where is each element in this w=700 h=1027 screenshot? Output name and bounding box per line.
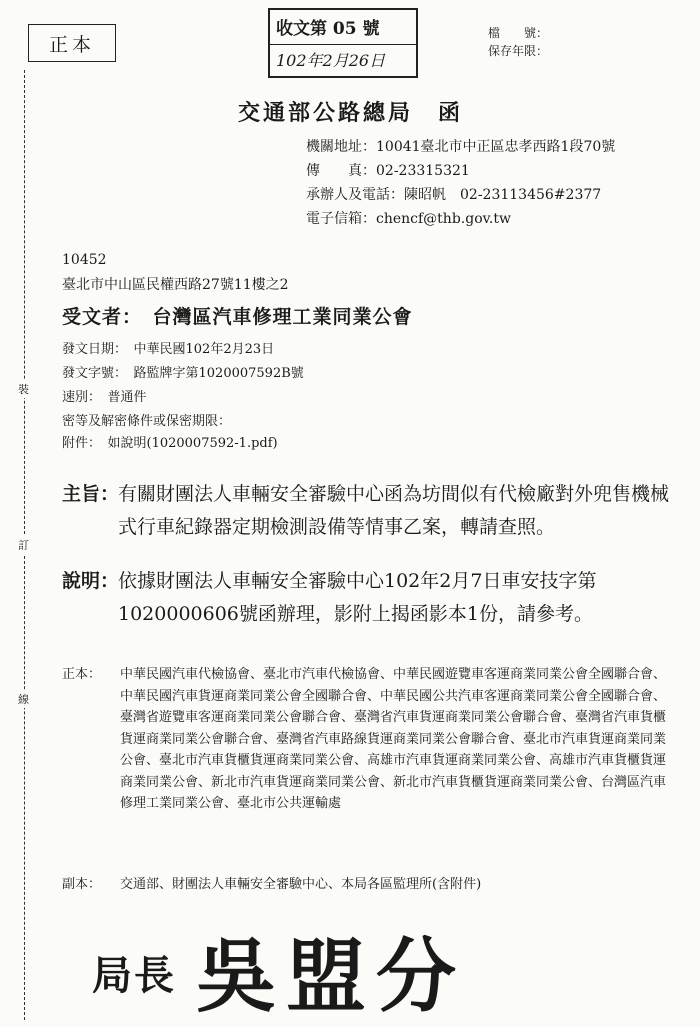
agency-email: 電子信箱：chencf@thb.gov.tw <box>306 211 511 227</box>
copy-type-box: 正本 <box>28 24 116 62</box>
signature-title: 局長 <box>92 952 176 999</box>
document-title: 交通部公路總局 函 <box>238 100 464 126</box>
recipient-address: 臺北市中山區民權西路27號11樓之2 <box>62 277 289 293</box>
recipient: 受文者： 台灣區汽車修理工業同業公會 <box>62 306 413 328</box>
postal-code: 10452 <box>62 252 107 268</box>
copies-section <box>62 874 682 898</box>
issue-date: 發文日期： 中華民國102年2月23日 <box>62 342 275 357</box>
agency-fax: 傳 真：02-23315321 <box>306 163 470 179</box>
original-recipients-label: 正本： <box>62 667 102 682</box>
margin-mark-order: 訂 <box>18 536 29 554</box>
attachment: 附件： 如說明(1020007592-1.pdf) <box>62 436 278 451</box>
security-level: 密等及解密條件或保密期限： <box>62 414 232 429</box>
retention-period: 保存年限： <box>488 44 549 58</box>
original-recipients-section <box>62 664 682 874</box>
receipt-stamp <box>268 8 418 78</box>
subject-text: 有關財團法人車輛安全審驗中心函為坊間似有代檢廠對外兜售機械式行車紀錄器定期檢測設備等情事乙案，轉請查照。 <box>118 483 670 538</box>
subject-section <box>62 478 682 578</box>
delivery-speed: 速別： 普通件 <box>62 390 147 405</box>
explanation-section <box>62 565 682 665</box>
agency-address: 機關地址：10041臺北市中正區忠孝西路1段70號 <box>306 139 616 155</box>
agency-contact: 承辦人及電話：陳昭帆 02-23113456#2377 <box>306 187 602 203</box>
file-meta <box>488 24 548 60</box>
document-number: 發文字號： 路監牌字第1020007592B號 <box>62 366 304 381</box>
explanation-text: 依據財團法人車輛安全審驗中心102年2月7日車安技字第1020000606號函辦理，影附上揭函影本1份，請參考。 <box>118 570 597 625</box>
copies-label: 副本： <box>62 877 102 892</box>
signature-name: 吳盟分 <box>196 929 466 1023</box>
copies-text: 交通部、財團法人車輛安全審驗中心、本局各區監理所(含附件) <box>120 877 482 892</box>
margin-mark-line: 線 <box>18 690 29 708</box>
file-number: 檔 號： <box>488 26 549 40</box>
receipt-date: 102年2月26日 <box>276 51 386 70</box>
original-recipients-text: 中華民國汽車代檢協會、臺北市汽車代檢協會、中華民國遊覽車客運商業同業公會全國聯合會、中華民國汽車貨運商業同業公會全國聯合會、中華民國公共汽車客運商業同業公會全國聯合會、臺灣省遊覽車客運商業同業公會聯合會、臺灣省汽車貨運商業同業公會聯合會、臺灣省汽車貨櫃貨運商業同業公會聯合會、臺灣省汽車路線貨運商業同業公會聯合會、臺北市汽車貨運商業同業公會、臺北市汽車貨櫃貨運商業同業公會、高雄市汽車貨運商業同業公會、高雄市汽車貨櫃貨運商業同業公會、新北市汽車貨運商業同業公會、新北市汽車貨櫃貨運商業同業公會、台灣區汽車修理工業同業公會、臺北市公共運輸處 <box>120 667 667 811</box>
margin-mark-bind: 裝 <box>18 380 29 398</box>
receipt-number: 收文第 05 號 <box>276 19 380 39</box>
explanation-label: 說明： <box>62 570 120 592</box>
subject-label: 主旨： <box>62 483 120 505</box>
